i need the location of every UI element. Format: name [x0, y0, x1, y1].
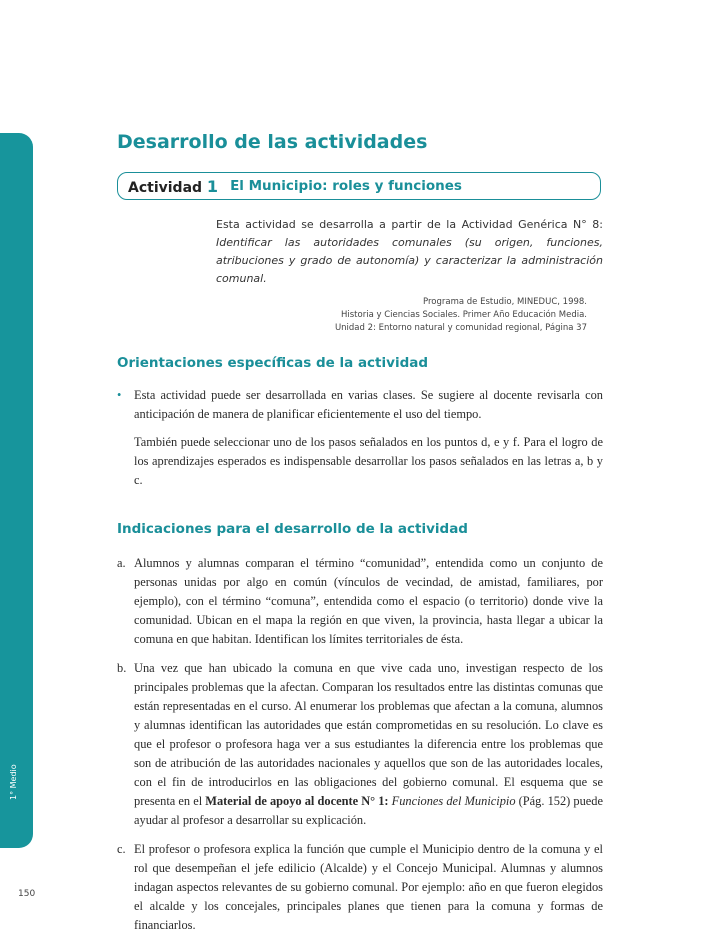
item-b [117, 659, 603, 830]
item-a-text: Alumnos y alumnas comparan el término “comunidad”, entendida como un conjunto de personas unidas por algo en común (vínculos de vecindad, de amistad, familiares, por ejemplo), con el término “comuna”, entendida como el espacio (o territorio) donde vive la comunidad. Ubican en el mapa la región en que viven, la provincia, hasta llegar a ubicar la comuna en que habitan. Identifican los límites territoriales de ésta. [134, 556, 603, 646]
intro-italic: Identificar las autoridades comunales (su origen, funciones, atribuciones y grado de autonomía) y caracterizar la administración comunal. [216, 236, 603, 285]
side-tab [0, 133, 33, 848]
item-b-tail: (Pág. 152) puede ayudar al profesor a desarrollar su explicación. [134, 794, 603, 827]
section-heading-indicaciones: Indicaciones para el desarrollo de la actividad [117, 521, 468, 537]
activity-label-text: Actividad [128, 179, 203, 196]
bullet-icon: • [117, 388, 122, 402]
citation-line: Historia y Ciencias Sociales. Primer Año Educación Media. [341, 310, 587, 320]
item-a [117, 554, 603, 649]
item-b-body: Una vez que han ubicado la comuna en que vive cada uno, investigan respecto de los principales problemas que la afectan. Comparan los resultados entre las distintas comunas que están representadas en el curso. Al enumerar los problemas que afectan a la comuna, alumnos y alumnas identifican las autoridades que están comprometidas en su resolución. Lo clave es que el profesor o profesora haga ver a sus estudiantes la diferencia entre los problemas que son de atribución de las autoridades nacionales y aquellos que son de las autoridades locales, con el fin de introducirlos en las obligaciones del gobierno comunal. El esquema que se presenta en el [134, 661, 603, 808]
orientaciones-item [117, 433, 603, 490]
orientaciones-paragraph: Esta actividad puede ser desarrollada en varias clases. Se sugiere al docente revisarla con anticipación de manera de planificar eficientemente el uso del tiempo. [134, 388, 603, 421]
orientaciones-item [117, 386, 603, 424]
section-heading-orientaciones: Orientaciones específicas de la actividad [117, 355, 429, 371]
activity-header [117, 172, 601, 200]
activity-label [128, 177, 218, 196]
orientaciones-paragraph: También puede seleccionar uno de los pasos señalados en los puntos d, e y f. Para el logro de los aprendizajes esperados es indispensable desarrollar los pasos señalados en las letras a, b y c. [134, 435, 603, 487]
page-content [117, 129, 603, 935]
item-c-text: El profesor o profesora explica la función que cumple el Municipio dentro de la comuna y el rol que desempeñan el jefe edilicio (Alcalde) y el Concejo Municipal. Alumnas y alumnos indagan aspectos relevantes de su gobierno comunal. Por ejemplo: año en que fueron elegidos el alcalde y los concejales, principales planes que tienen para la comuna y formas de financiarlos. [134, 842, 603, 932]
page-number: 150 [18, 889, 36, 899]
item-c [117, 840, 603, 935]
page-title: Desarrollo de las actividades [117, 131, 428, 153]
item-marker: a. [117, 556, 126, 570]
side-tab-label: 1° Medio [9, 764, 18, 800]
item-b-bold: Material de apoyo al docente N° 1: [205, 794, 389, 808]
item-marker: b. [117, 661, 127, 675]
intro-text: Esta actividad se desarrolla a partir de la Actividad Genérica N° 8: [216, 218, 603, 231]
item-b-italic: Funciones del Municipio [388, 794, 516, 808]
activity-intro [216, 216, 603, 288]
activity-title: El Municipio: roles y funciones [230, 178, 462, 194]
activity-number: 1 [206, 176, 219, 196]
item-marker: c. [117, 842, 126, 856]
citation-line: Unidad 2: Entorno natural y comunidad regional, Página 37 [334, 323, 587, 333]
citation [117, 296, 603, 335]
citation-line: Programa de Estudio, MINEDUC, 1998. [423, 297, 587, 307]
item-b-text [134, 659, 603, 830]
